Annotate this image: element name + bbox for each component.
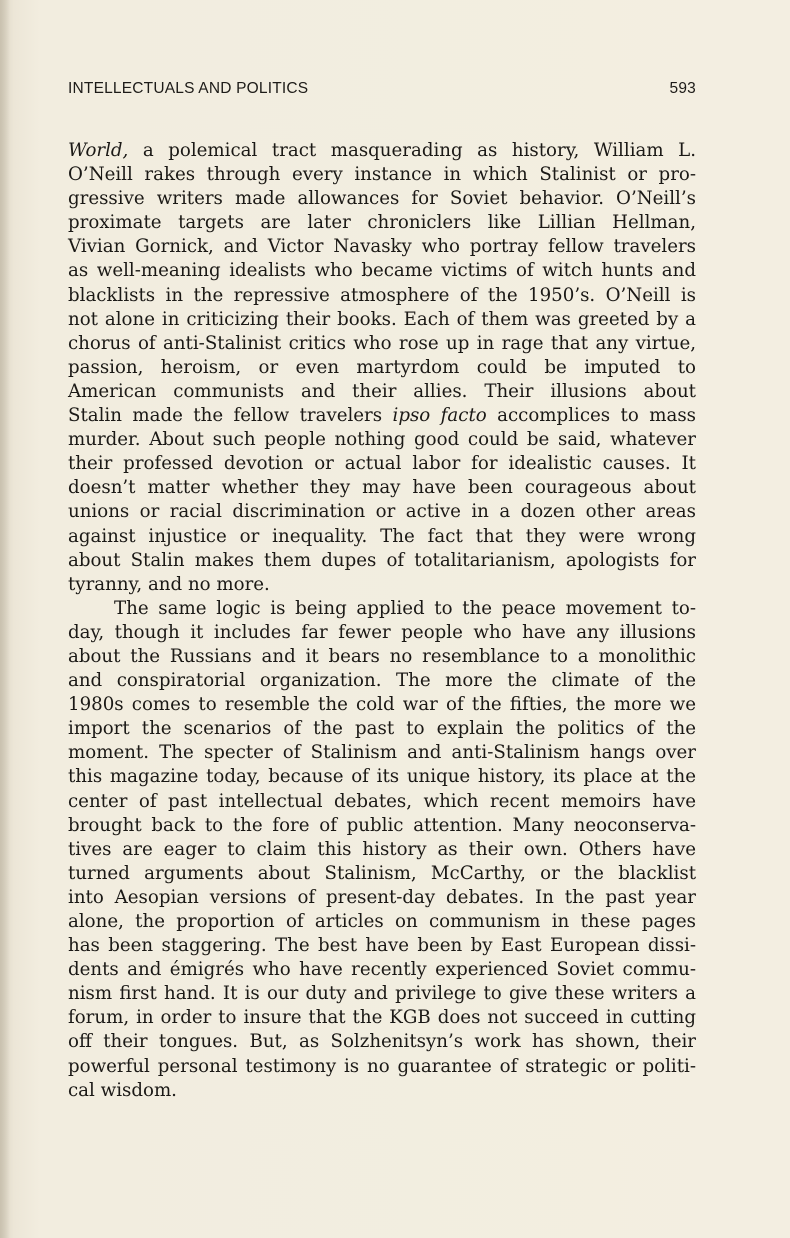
text-line: Vivian Gornick, and Victor Navasky who portray fellow travelers	[68, 236, 696, 258]
paragraph-2	[68, 597, 696, 1103]
page-gutter-shadow	[0, 0, 10, 1238]
text-line: murder. About such people nothing good could be said, whatever	[68, 429, 696, 451]
text-line: import the scenarios of the past to explain the politics of the	[68, 718, 696, 740]
text-line: proximate targets are later chroniclers like Lillian Hellman,	[68, 212, 696, 234]
text-line: about Stalin makes them dupes of totalitarianism, apologists for	[68, 549, 696, 571]
text-line: brought back to the fore of public attention. Many neoconserva-	[68, 814, 696, 836]
text-line: as well-meaning idealists who became victims of witch hunts and	[68, 260, 696, 282]
text-line: blacklists in the repressive atmosphere of the 1950’s. O’Neill is	[68, 284, 696, 306]
text-line: tyranny, and no more.	[68, 573, 270, 595]
text-line: unions or racial discrimination or active in a dozen other areas	[68, 501, 696, 523]
text-line: against injustice or inequality. The fact that they were wrong	[68, 525, 696, 547]
text-line: World, a polemical tract masquerading as history, William L.	[68, 140, 696, 161]
italic-book-title: World,	[68, 140, 129, 161]
text-line: O’Neill rakes through every instance in which Stalinist or pro-	[68, 164, 696, 186]
text-line: nism first hand. It is our duty and privilege to give these writers a	[68, 983, 696, 1005]
text-line: tives are eager to claim this history as their own. Others have	[68, 838, 696, 860]
paragraph-1	[68, 139, 696, 597]
text-line: about the Russians and it bears no resemblance to a monolithic	[68, 645, 696, 667]
text-line: into Aesopian versions of present-day debates. In the past year	[68, 886, 696, 908]
text-line: powerful personal testimony is no guarantee of strategic or politi-	[68, 1055, 696, 1077]
body-text	[68, 139, 696, 1103]
text-line: The same logic is being applied to the peace movement to-	[114, 597, 696, 619]
running-head	[68, 80, 696, 102]
text-line: cal wisdom.	[68, 1079, 177, 1101]
text-line: alone, the proportion of articles on communism in these pages	[68, 911, 696, 932]
text-line: their professed devotion or actual labor for idealistic causes. It	[68, 453, 696, 475]
text-line: off their tongues. But, as Solzhenitsyn’s work has shown, their	[68, 1031, 696, 1053]
text-line: gressive writers made allowances for Soviet behavior. O’Neill’s	[68, 188, 696, 210]
italic-phrase: ipso facto	[392, 405, 487, 427]
text-line: American communists and their allies. Their illusions about	[68, 380, 696, 402]
page-number: 593	[669, 80, 696, 97]
text-line: Stalin made the fellow travelers ipso facto accomplices to mass	[68, 405, 696, 427]
text-line: moment. The specter of Stalinism and anti-Stalinism hangs over	[68, 742, 696, 764]
text-line: center of past intellectual debates, which recent memoirs have	[68, 790, 696, 812]
text-line: has been staggering. The best have been by East European dissi-	[68, 935, 696, 957]
text-line: turned arguments about Stalinism, McCarthy, or the blacklist	[68, 862, 696, 884]
running-head-title: INTELLECTUALS AND POLITICS	[68, 80, 309, 97]
text-line: chorus of anti-Stalinist critics who rose up in rage that any virtue,	[68, 332, 696, 354]
text-line: forum, in order to insure that the KGB does not succeed in cutting	[68, 1007, 696, 1029]
text-line: dents and émigrés who have recently experienced Soviet commu-	[68, 959, 696, 981]
text-line: day, though it includes far fewer people who have any illusions	[68, 621, 696, 643]
text-line: passion, heroism, or even martyrdom could be imputed to	[68, 356, 696, 378]
text-line: not alone in criticizing their books. Each of them was greeted by a	[68, 308, 696, 330]
text-line: this magazine today, because of its unique history, its place at the	[68, 766, 696, 788]
text-line: 1980s comes to resemble the cold war of the fifties, the more we	[68, 694, 696, 716]
text-line: and conspiratorial organization. The more the climate of the	[68, 670, 696, 692]
text-line: doesn’t matter whether they may have been courageous about	[68, 477, 696, 499]
